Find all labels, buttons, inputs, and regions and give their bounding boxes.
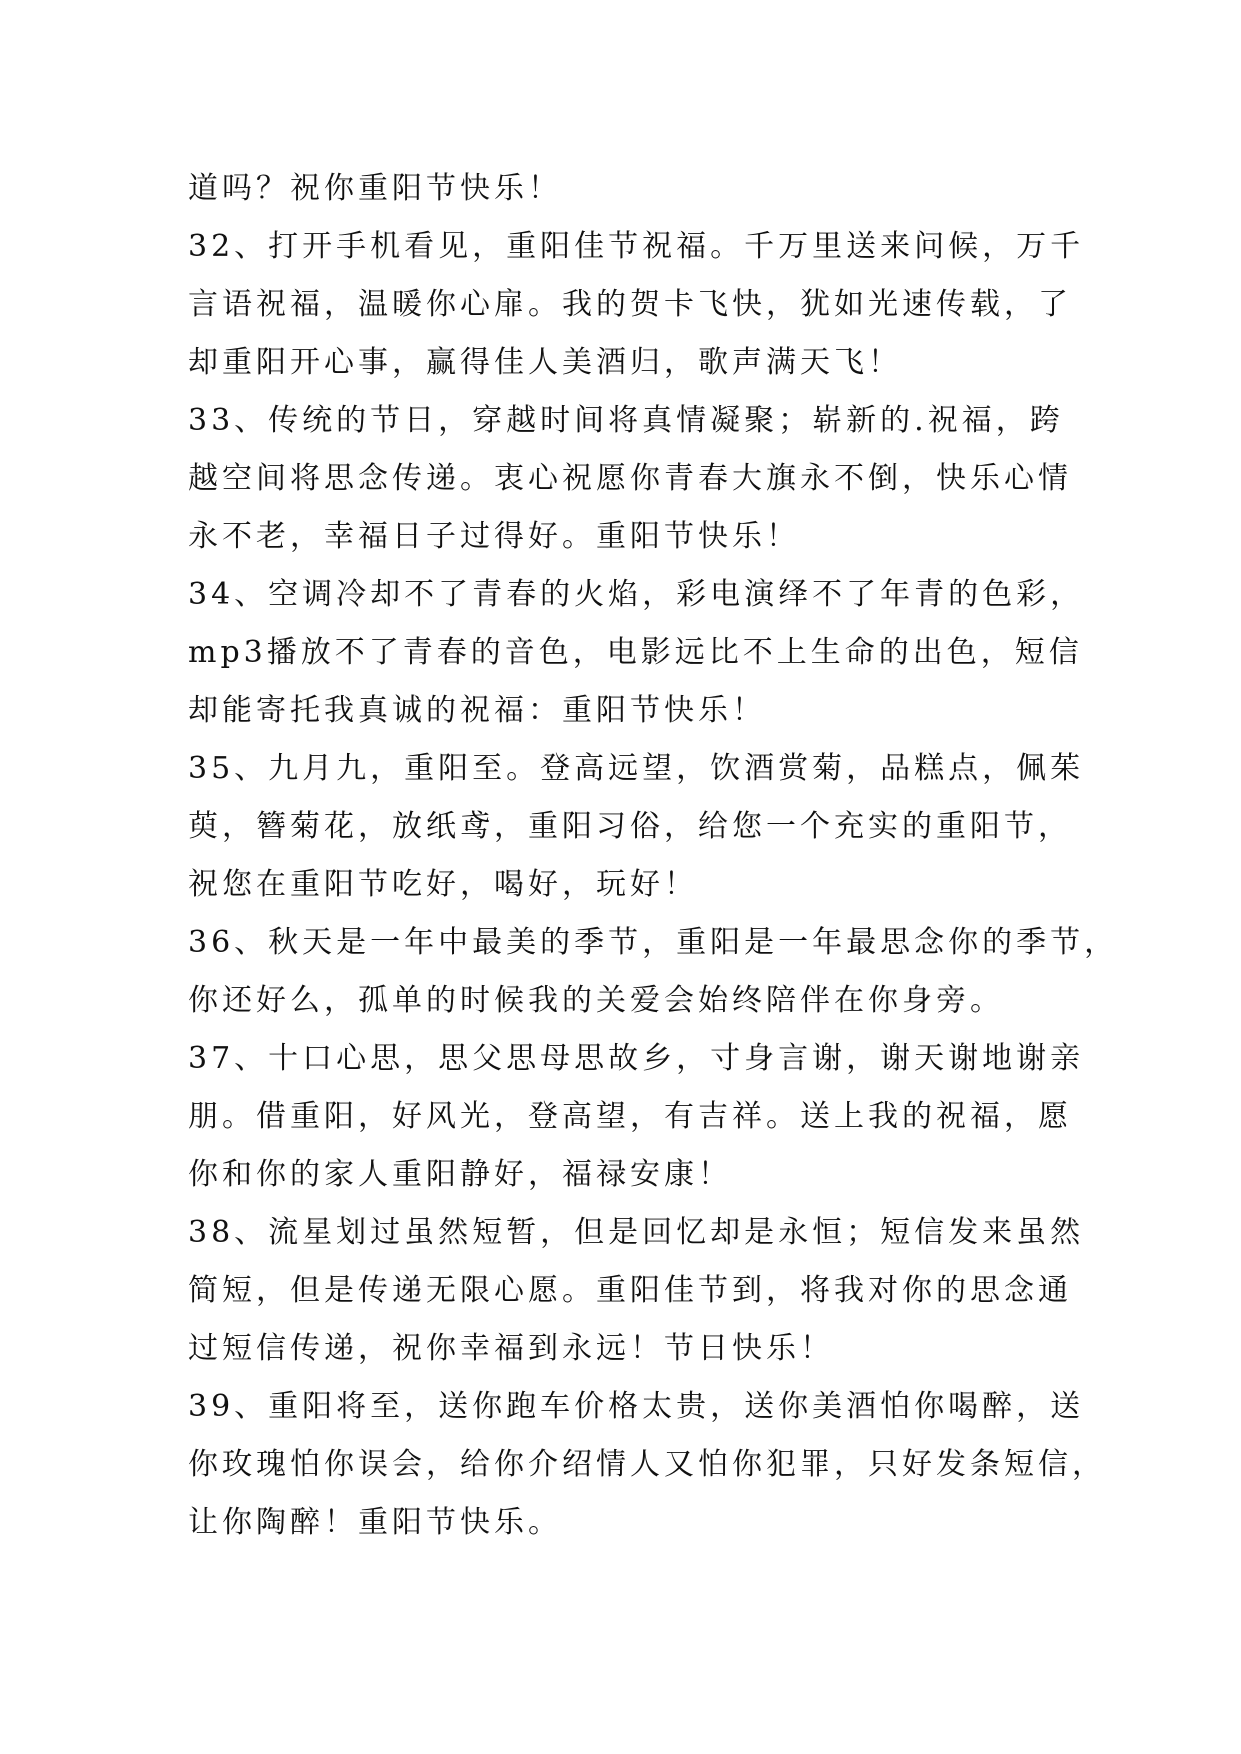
text-line: 道吗？祝你重阳节快乐！ <box>188 171 562 206</box>
text-line: 简短，但是传递无限心愿。重阳佳节到，将我对你的思念通 <box>188 1273 1072 1308</box>
text-line: 过短信传递，祝你幸福到永远！节日快乐！ <box>188 1331 834 1366</box>
text-line: mp3播放不了青春的音色，电影远比不上生命的出色，短信 <box>188 635 1083 670</box>
text-line: 你还好么，孤单的时候我的关爱会始终陪伴在你身旁。 <box>188 983 1004 1018</box>
document-body <box>188 160 1119 1552</box>
text-line: 越空间将思念传递。衷心祝愿你青春大旗永不倒，快乐心情 <box>188 461 1072 496</box>
text-line: 你和你的家人重阳静好，福禄安康！ <box>188 1157 732 1192</box>
text-line: 39、重阳将至，送你跑车价格太贵，送你美酒怕你喝醉，送 <box>188 1389 1085 1424</box>
text-line: 37、十口心思，思父思母思故乡，寸身言谢，谢天谢地谢亲 <box>188 1041 1085 1076</box>
text-line: 36、秋天是一年中最美的季节，重阳是一年最思念你的季节， <box>188 925 1119 960</box>
text-line: 朋。借重阳，好风光，登高望，有吉祥。送上我的祝福，愿 <box>188 1099 1072 1134</box>
text-line: 永不老，幸福日子过得好。重阳节快乐！ <box>188 519 800 554</box>
text-line: 34、空调冷却不了青春的火焰，彩电演绎不了年青的色彩， <box>188 577 1085 612</box>
text-line: 38、流星划过虽然短暂，但是回忆却是永恒；短信发来虽然 <box>188 1215 1085 1250</box>
text-line: 却能寄托我真诚的祝福：重阳节快乐！ <box>188 693 766 728</box>
text-line: 却重阳开心事，赢得佳人美酒归，歌声满天飞！ <box>188 345 902 380</box>
text-line: 萸，簪菊花，放纸鸢，重阳习俗，给您一个充实的重阳节， <box>188 809 1072 844</box>
text-line: 35、九月九，重阳至。登高远望，饮酒赏菊，品糕点，佩茱 <box>188 751 1085 786</box>
text-line: 言语祝福，温暖你心扉。我的贺卡飞快，犹如光速传载，了 <box>188 287 1072 322</box>
text-line: 祝您在重阳节吃好，喝好，玩好！ <box>188 867 698 902</box>
text-line: 让你陶醉！重阳节快乐。 <box>188 1505 562 1540</box>
text-line: 你玫瑰怕你误会，给你介绍情人又怕你犯罪，只好发条短信， <box>188 1447 1106 1482</box>
text-line: 33、传统的节日，穿越时间将真情凝聚；崭新的.祝福，跨 <box>188 403 1064 438</box>
text-line: 32、打开手机看见，重阳佳节祝福。千万里送来问候，万千 <box>188 229 1085 264</box>
